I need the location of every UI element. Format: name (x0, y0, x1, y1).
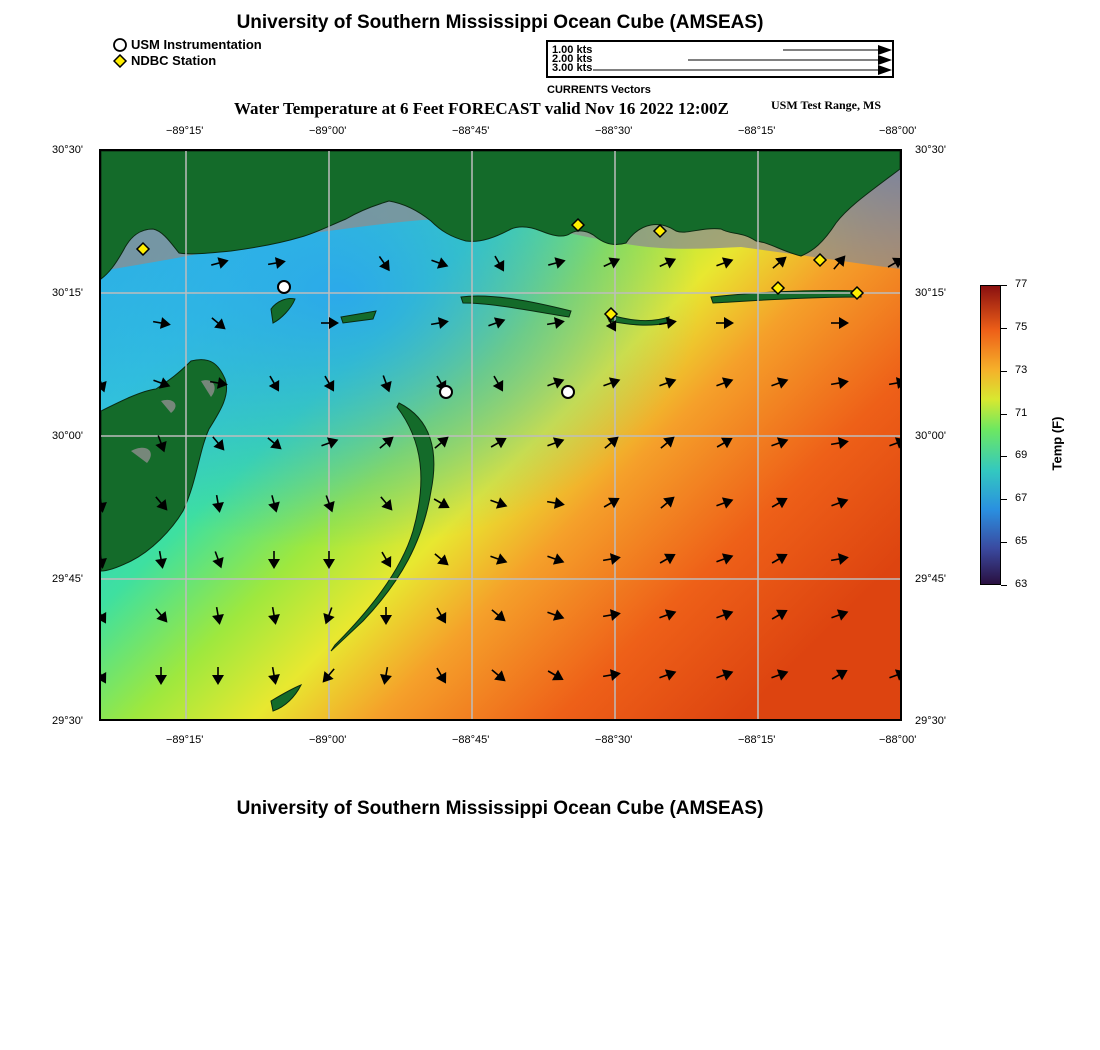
colorbar-tick (1001, 371, 1007, 372)
lon-tick-label: −88°45' (452, 125, 490, 137)
colorbar-tick (1001, 499, 1007, 500)
usm-instrument-marker (278, 281, 290, 293)
lon-tick-label: −89°15' (166, 734, 204, 746)
colorbar-tick (1001, 456, 1007, 457)
lat-tick-label: 29°45' (52, 573, 83, 585)
lon-tick-label: −88°15' (738, 125, 776, 137)
vector-scale-caption: CURRENTS Vectors (547, 84, 651, 96)
colorbar-tick-label: 75 (1015, 320, 1028, 333)
vector-scale-label: 2.00 kts (552, 53, 593, 65)
colorbar-tick (1001, 328, 1007, 329)
vector-scale-label: 1.00 kts (552, 44, 593, 56)
diamond-marker-icon (113, 54, 129, 68)
colorbar-tick-label: 65 (1015, 535, 1028, 548)
colorbar-tick (1001, 414, 1007, 415)
vector-scale-arrow (593, 65, 892, 75)
lon-tick-label: −89°00' (309, 734, 347, 746)
colorbar-ramp (981, 286, 1000, 584)
lat-tick-label: 30°15' (915, 287, 946, 299)
circle-marker-icon (113, 38, 129, 52)
lat-tick-label: 29°30' (915, 715, 946, 727)
vector-scale-box (546, 40, 894, 78)
temperature-map (101, 151, 900, 719)
lon-tick-label: −88°30' (595, 125, 633, 137)
colorbar-tick (1001, 585, 1007, 586)
map-title: Water Temperature at 6 Feet FORECAST valid Nov 16 2022 12:00Z (234, 99, 729, 118)
footer-title: University of Southern Mississippi Ocean Cube (AMSEAS) (236, 798, 764, 819)
colorbar-tick-label: 71 (1015, 406, 1028, 419)
lon-tick-label: −89°00' (309, 125, 347, 137)
lat-tick-label: 30°30' (915, 144, 946, 156)
lat-tick-label: 29°30' (52, 715, 83, 727)
vector-scale-label: 3.00 kts (552, 62, 593, 74)
vector-scale-arrow (688, 55, 892, 65)
lat-tick-label: 30°00' (915, 430, 946, 442)
lat-tick-label: 29°45' (915, 573, 946, 585)
usm-instrument-marker (562, 386, 574, 398)
lat-tick-label: 30°15' (52, 287, 83, 299)
lon-tick-label: −89°15' (166, 125, 204, 137)
legend-usm-instrumentation (113, 37, 262, 52)
lon-tick-label: −88°00' (879, 125, 917, 137)
legend-label: NDBC Station (131, 53, 217, 68)
vector-scale-arrows (546, 40, 894, 78)
colorbar-tick-label: 69 (1015, 449, 1028, 462)
colorbar-tick-label: 67 (1015, 492, 1028, 505)
usm-instrument-marker (440, 386, 452, 398)
map-subtitle: USM Test Range, MS (771, 98, 882, 112)
colorbar (980, 285, 1001, 585)
lon-tick-label: −88°30' (595, 734, 633, 746)
lon-tick-label: −88°00' (879, 734, 917, 746)
colorbar-tick (1001, 542, 1007, 543)
lon-tick-label: −88°45' (452, 734, 490, 746)
colorbar-tick-label: 63 (1015, 578, 1028, 590)
lat-tick-label: 30°00' (52, 430, 83, 442)
vector-scale-arrow (783, 45, 892, 55)
colorbar-tick (1001, 285, 1007, 286)
lon-tick-label: −88°15' (738, 734, 776, 746)
lat-tick-label: 30°30' (52, 144, 83, 156)
legend-label: USM Instrumentation (131, 37, 262, 52)
map-panel (99, 149, 902, 721)
colorbar-tick-label: 77 (1015, 278, 1028, 290)
colorbar-tick-label: 73 (1015, 363, 1028, 376)
page-title: University of Southern Mississippi Ocean Cube (AMSEAS) (236, 12, 764, 33)
legend-ndbc-station (113, 53, 216, 68)
colorbar-label: Temp (F) (1049, 416, 1065, 471)
